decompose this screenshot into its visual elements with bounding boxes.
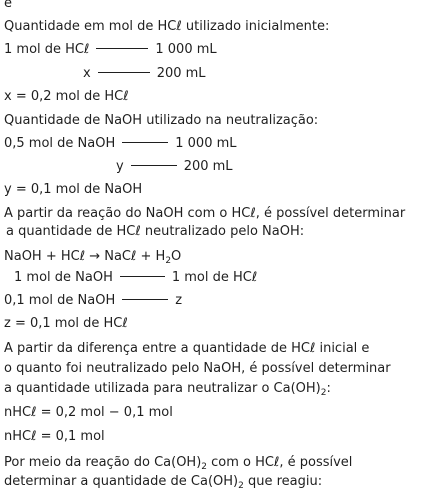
- proportion-row: [83, 66, 206, 82]
- proportion-row: [4, 293, 182, 309]
- text-line: Quantidade em mol de HCℓ utilizado inicialmente:: [4, 19, 330, 34]
- text-line: Quantidade de NaOH utilizado na neutralização:: [4, 113, 319, 128]
- result-line: y = 0,1 mol de NaOH: [4, 182, 143, 197]
- proportion-left: y: [116, 159, 124, 174]
- text-line: Por meio da reação do $Ca(OH)_2$ com o HCℓ, é possível: [4, 455, 353, 472]
- proportion-right: 1 000 mL: [175, 136, 237, 151]
- proportion-rule: [96, 48, 148, 49]
- proportion-right: 200 mL: [156, 66, 206, 81]
- result-line: x = 0,2 mol de HCℓ: [4, 89, 129, 104]
- equation: nHCℓ = 0,2 mol − 0,1 mol: [4, 405, 173, 420]
- proportion-left: 1 mol de NaOH: [14, 270, 113, 285]
- text-line: A partir da reação do NaOH com o HCℓ, é possível determinar: [4, 206, 406, 221]
- proportion-row: [14, 270, 257, 286]
- text-line: o quanto foi neutralizado pelo NaOH, é possível determinar: [4, 361, 391, 376]
- text-line: A partir da diferença entre a quantidade de HCℓ inicial e: [4, 341, 370, 356]
- proportion-row: [4, 136, 237, 152]
- proportion-left: 1 mol de HCℓ: [4, 42, 90, 57]
- proportion-right: 1 mol de HCℓ: [171, 270, 258, 285]
- proportion-right: 200 mL: [183, 159, 233, 174]
- equation: NaOH + HCℓ → NaCℓ + $H_2O$: [4, 249, 182, 266]
- text-line: e: [4, 0, 12, 11]
- text-line: a quantidade utilizada para neutralizar o $Ca(OH)_2$:: [4, 381, 331, 398]
- proportion-row: [4, 42, 217, 58]
- proportion-left: x: [83, 66, 91, 81]
- proportion-row: [116, 159, 233, 175]
- text-line: a quantidade de HCℓ neutralizado pelo NaOH:: [6, 224, 305, 239]
- proportion-rule: [122, 299, 168, 300]
- proportion-left: 0,1 mol de NaOH: [4, 293, 116, 308]
- proportion-rule: [131, 165, 177, 166]
- proportion-left: 0,5 mol de NaOH: [4, 136, 116, 151]
- proportion-right: z: [175, 293, 183, 308]
- result-line: nHCℓ = 0,1 mol: [4, 429, 105, 444]
- text-line: determinar a quantidade de $Ca(OH)_2$ que reagiu:: [4, 474, 323, 491]
- proportion-rule: [122, 142, 168, 143]
- result-line: z = 0,1 mol de HCℓ: [4, 316, 128, 331]
- proportion-right: 1 000 mL: [155, 42, 217, 57]
- proportion-rule: [120, 276, 165, 277]
- proportion-rule: [98, 72, 150, 73]
